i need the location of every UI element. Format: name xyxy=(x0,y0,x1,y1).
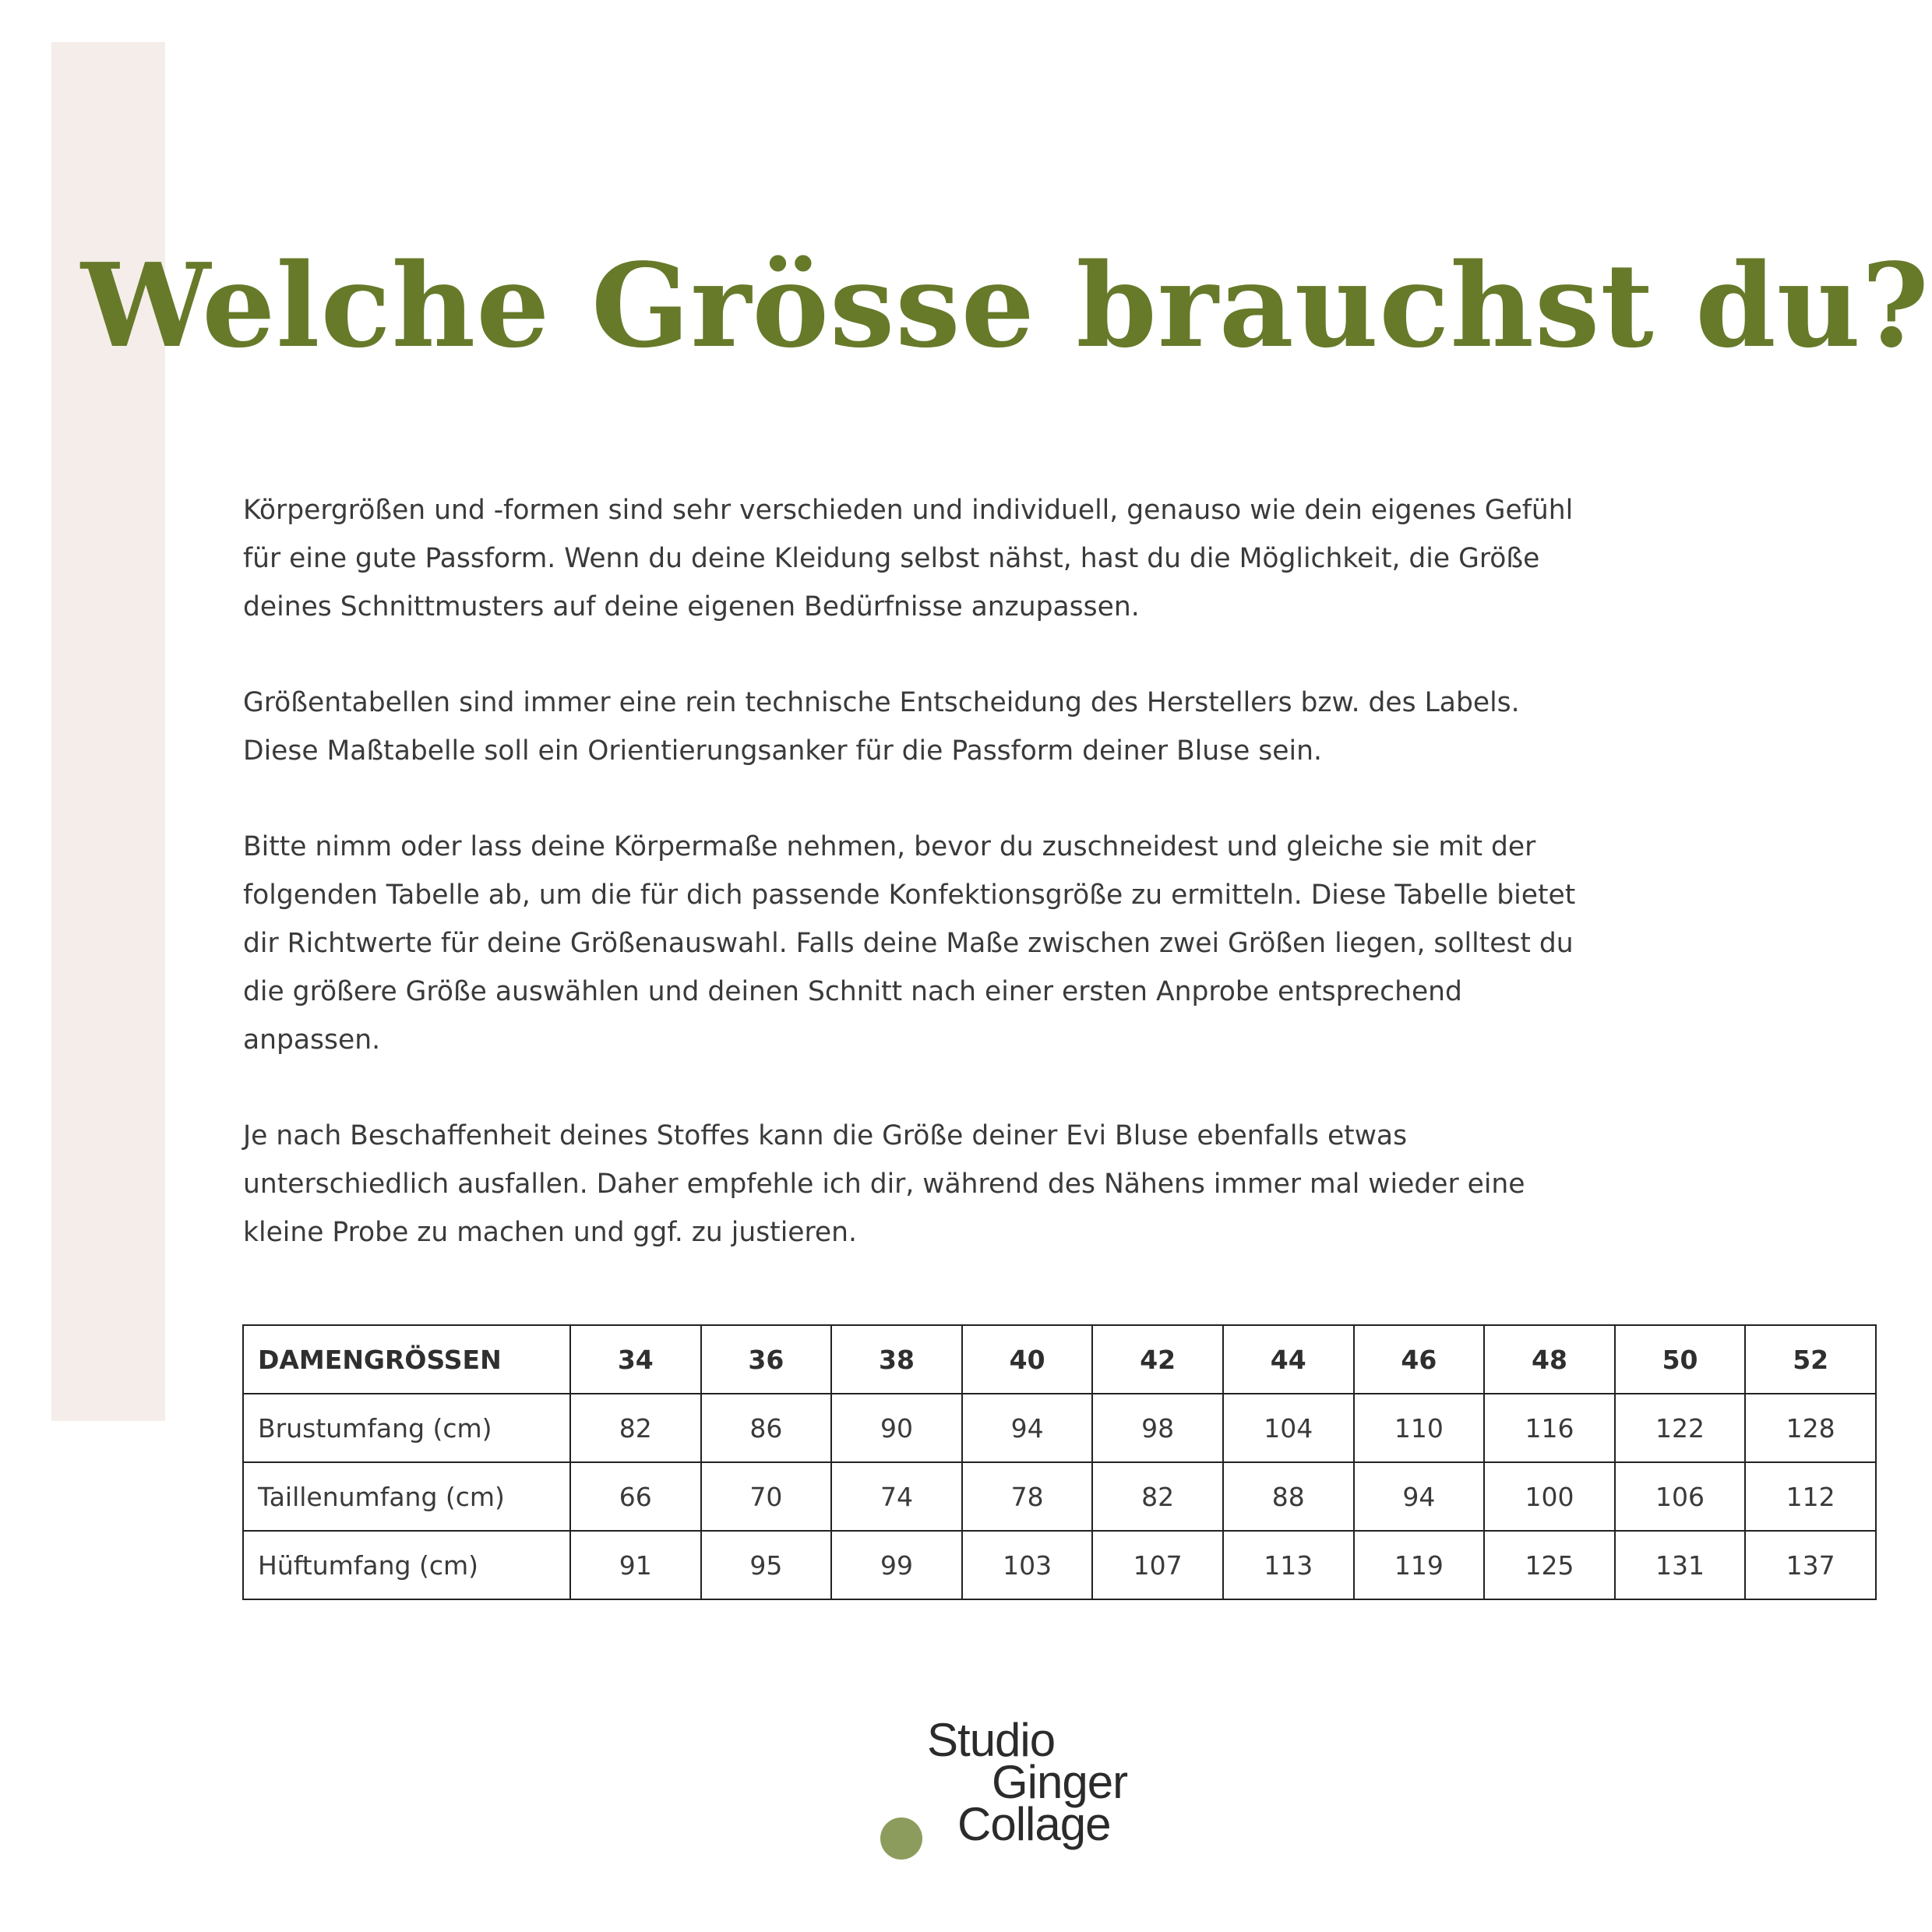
table-cell: 74 xyxy=(831,1462,962,1531)
table-cell: 131 xyxy=(1615,1531,1746,1599)
table-row xyxy=(243,1462,1876,1531)
logo-line-ginger: Ginger xyxy=(992,1756,1128,1808)
table-cell: 112 xyxy=(1745,1462,1876,1531)
table-cell: 98 xyxy=(1092,1394,1223,1462)
table-cell: 107 xyxy=(1092,1531,1223,1599)
studio-ginger-collage-logo xyxy=(873,1714,1153,1870)
size-header: 34 xyxy=(570,1325,701,1394)
paragraph: Bitte nimm oder lass deine Körpermaße nehmen, bevor du zuschneidest und gleiche sie mit der folgenden Tabelle ab, um die für dich passende Konfektionsgröße zu ermitteln. Diese Tabelle bietet dir Richtwerte für deine Größenauswahl. Falls deine Maße zwischen zwei Größen liegen, solltest du die größere Größe auswählen und deinen Schnitt nach einer ersten Anprobe entsprechend anpassen. xyxy=(243,831,1576,1056)
size-header: 52 xyxy=(1745,1325,1876,1394)
table-cell: 103 xyxy=(962,1531,1093,1599)
row-label: Brustumfang (cm) xyxy=(243,1394,570,1462)
table-header-label: DAMENGRÖSSEN xyxy=(243,1325,570,1394)
size-header: 44 xyxy=(1223,1325,1354,1394)
size-header: 40 xyxy=(962,1325,1093,1394)
size-header: 46 xyxy=(1354,1325,1485,1394)
table-cell: 86 xyxy=(701,1394,832,1462)
table-cell: 110 xyxy=(1354,1394,1485,1462)
table-row xyxy=(243,1394,1876,1462)
size-header: 42 xyxy=(1092,1325,1223,1394)
logo-line-collage: Collage xyxy=(957,1798,1111,1850)
table-cell: 99 xyxy=(831,1531,962,1599)
size-header: 48 xyxy=(1484,1325,1615,1394)
paragraph: Je nach Beschaffenheit deines Stoffes kann die Größe deiner Evi Bluse ebenfalls etwas unterschiedlich ausfallen. Daher empfehle ich dir, während des Nähens immer mal wieder eine kleine Probe zu machen und ggf. zu justieren. xyxy=(243,1120,1525,1248)
table-cell: 91 xyxy=(570,1531,701,1599)
logo-dot-icon xyxy=(880,1817,922,1860)
table-cell: 106 xyxy=(1615,1462,1746,1531)
table-cell: 100 xyxy=(1484,1462,1615,1531)
row-label: Hüftumfang (cm) xyxy=(243,1531,570,1599)
table-cell: 95 xyxy=(701,1531,832,1599)
table-cell: 94 xyxy=(1354,1462,1485,1531)
size-header: 50 xyxy=(1615,1325,1746,1394)
table-cell: 70 xyxy=(701,1462,832,1531)
table-header-row xyxy=(243,1325,1876,1394)
table-cell: 137 xyxy=(1745,1531,1876,1599)
table-cell: 116 xyxy=(1484,1394,1615,1462)
table-cell: 82 xyxy=(1092,1462,1223,1531)
table-cell: 122 xyxy=(1615,1394,1746,1462)
size-header: 38 xyxy=(831,1325,962,1394)
paragraph: Körpergrößen und -formen sind sehr verschieden und individuell, genauso wie dein eigenes Gefühl für eine gute Passform. Wenn du deine Kleidung selbst nähst, hast du die Möglichkeit, die Größe deines Schnittmusters auf deine eigenen Bedürfnisse anzupassen. xyxy=(243,495,1574,622)
table-cell: 125 xyxy=(1484,1531,1615,1599)
logo-line-studio: Studio xyxy=(927,1714,1056,1766)
size-chart-table xyxy=(242,1324,1877,1600)
table-cell: 66 xyxy=(570,1462,701,1531)
table-cell: 78 xyxy=(962,1462,1093,1531)
table-cell: 82 xyxy=(570,1394,701,1462)
row-label: Taillenumfang (cm) xyxy=(243,1462,570,1531)
size-header: 36 xyxy=(701,1325,832,1394)
page-title: Welche Grösse brauchst du? xyxy=(81,238,1930,373)
table-cell: 90 xyxy=(831,1394,962,1462)
table-cell: 128 xyxy=(1745,1394,1876,1462)
table-cell: 94 xyxy=(962,1394,1093,1462)
paragraph: Größentabellen sind immer eine rein technische Entscheidung des Herstellers bzw. des Labels. Diese Maßtabelle soll ein Orientierungsanker für die Passform deiner Bluse sein. xyxy=(243,687,1520,767)
table-cell: 119 xyxy=(1354,1531,1485,1599)
table-cell: 88 xyxy=(1223,1462,1354,1531)
table-cell: 104 xyxy=(1223,1394,1354,1462)
intro-text xyxy=(243,486,1599,1304)
table-row xyxy=(243,1531,1876,1599)
table-cell: 113 xyxy=(1223,1531,1354,1599)
